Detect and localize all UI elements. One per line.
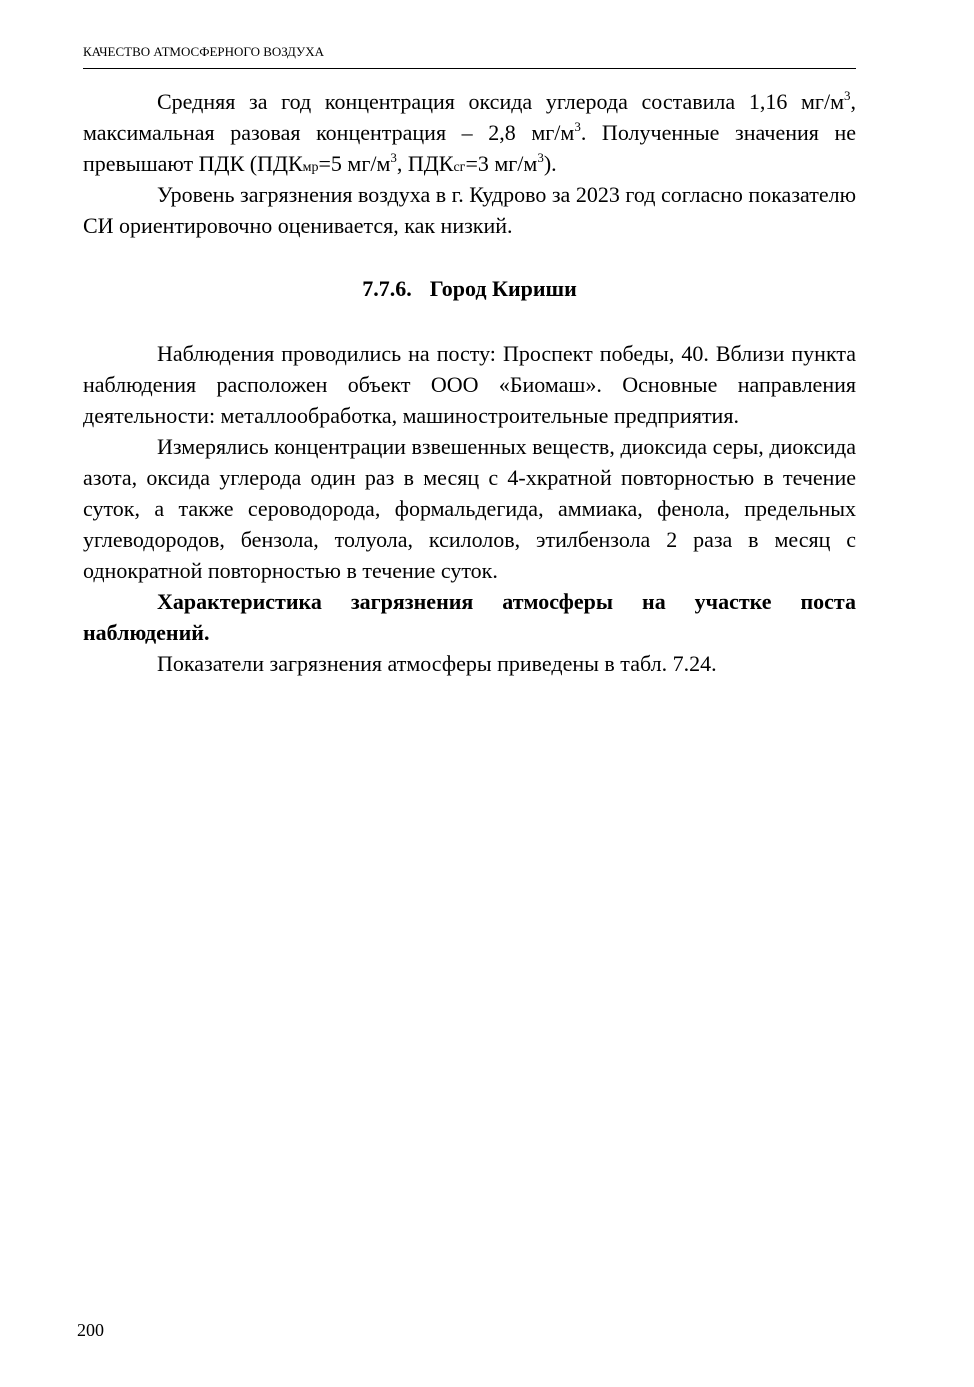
page-content — [83, 86, 856, 679]
paragraph-co-concentration — [83, 86, 856, 179]
section-number: 7.7.6. — [362, 276, 412, 301]
header-divider — [83, 68, 856, 69]
superscript: 3 — [844, 88, 851, 103]
subscript: мр — [302, 160, 319, 175]
superscript: 3 — [574, 119, 581, 134]
text-segment: Средняя за год концентрация оксида углерода составила 1,16 мг/м — [157, 89, 844, 114]
paragraph-table-reference: Показатели загрязнения атмосферы приведены в табл. 7.24. — [157, 651, 717, 676]
text-segment: . Полученные значения не превышают ПДК (ПДК — [83, 120, 856, 176]
text-segment: , максимальная разовая концентрация – 2,8 мг/м — [83, 89, 856, 145]
paragraph-measurements: Измерялись концентрации взвешенных веществ, диоксида серы, диоксида азота, оксида углерода один раз в месяц с 4-хкратной повторностью в течение суток, а также сероводорода, формальдегида, аммиака, фенола, предельных углеводородов, бензола, толуола, ксилолов, этилбензола 2 раза в месяц с однократной повторностью в течение суток. — [83, 434, 856, 583]
subscript: сг — [453, 160, 466, 175]
paragraph-pollution-level: Уровень загрязнения воздуха в г. Кудрово за 2023 год согласно показателю СИ ориентировочно оценивается, как низкий. — [83, 182, 856, 238]
paragraph-bold-characteristic: Характеристика загрязнения атмосферы на участке поста наблюдений. — [83, 589, 856, 645]
superscript: 3 — [390, 150, 397, 165]
page-number: 200 — [77, 1320, 104, 1340]
section-heading — [83, 273, 856, 304]
section-title: Город Кириши — [429, 276, 577, 301]
superscript: 3 — [537, 150, 544, 165]
running-header: КАЧЕСТВО АТМОСФЕРНОГО ВОЗДУХА — [83, 44, 325, 59]
text-segment: , ПДК — [396, 151, 454, 176]
text-segment: =5 мг/м — [318, 151, 391, 176]
text-segment: =3 мг/м — [465, 151, 538, 176]
paragraph-observation-post: Наблюдения проводились на посту: Проспект победы, 40. Вблизи пункта наблюдения расположен объект ООО «Биомаш». Основные направления деятельности: металлообработка, машиностроительные предприятия. — [83, 341, 856, 428]
text-segment: ). — [543, 151, 557, 176]
